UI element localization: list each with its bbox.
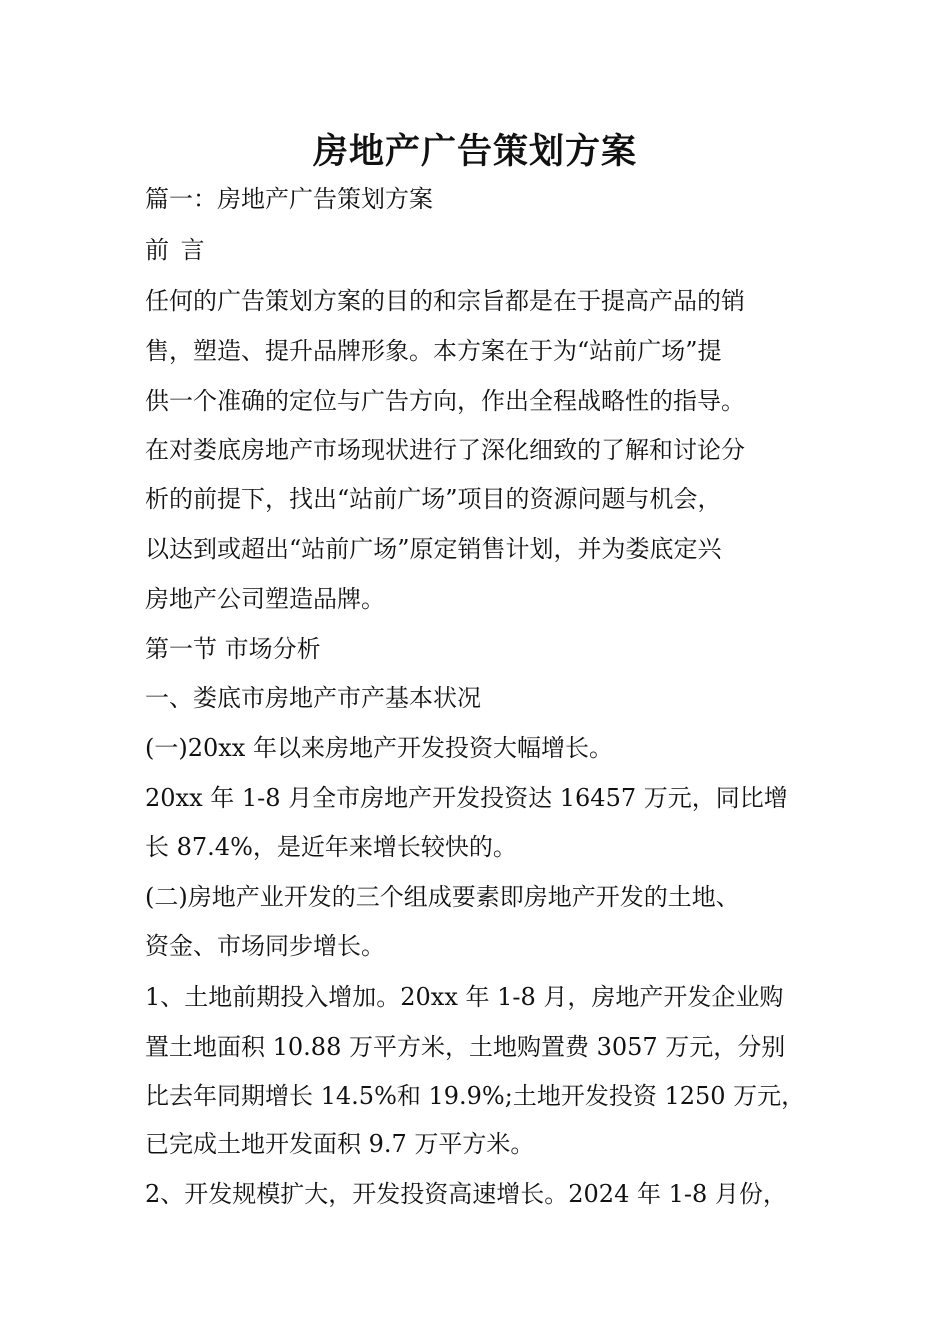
paragraph-line: 20xx 年 1-8 月全市房地产开发投资达 16457 万元，同比增	[145, 784, 788, 812]
paragraph-line: 房地产公司塑造品牌。	[145, 585, 385, 613]
paragraph-line: 2、开发规模扩大，开发投资高速增长。2024 年 1-8 月份，	[145, 1180, 787, 1208]
paragraph-line: 供一个准确的定位与广告方向，作出全程战略性的指导。	[145, 387, 745, 415]
paragraph-line: (一)20xx 年以来房地产开发投资大幅增长。	[145, 734, 613, 762]
paragraph-line: 1、土地前期投入增加。20xx 年 1-8 月，房地产开发企业购	[145, 983, 784, 1011]
paragraph-line: 资金、市场同步增长。	[145, 932, 385, 960]
paragraph-line: 析的前提下，找出“站前广场”项目的资源问题与机会，	[145, 485, 722, 513]
paragraph-line: 已完成土地开发面积 9.7 万平方米。	[145, 1130, 535, 1158]
document-title: 房地产广告策划方案	[312, 132, 637, 172]
section-heading: 第一节 市场分析	[145, 635, 321, 663]
paragraph-line: 售，塑造、提升品牌形象。本方案在于为“站前广场”提	[145, 337, 722, 365]
subsection-heading: 一、娄底市房地产市产基本状况	[145, 684, 481, 712]
paragraph-line: 在对娄底房地产市场现状进行了深化细致的了解和讨论分	[145, 436, 745, 464]
paragraph-line: 比去年同期增长 14.5%和 19.9%;土地开发投资 1250 万元，	[145, 1082, 806, 1110]
paragraph-line: (二)房地产业开发的三个组成要素即房地产开发的土地、	[145, 883, 740, 911]
preface-heading: 前 言	[145, 236, 207, 264]
section-heading: 篇一：房地产广告策划方案	[145, 185, 433, 213]
paragraph-line: 任何的广告策划方案的目的和宗旨都是在于提高产品的销	[145, 287, 745, 315]
paragraph-line: 置土地面积 10.88 万平方米，土地购置费 3057 万元，分别	[145, 1033, 786, 1061]
paragraph-line: 长 87.4%，是近年来增长较快的。	[145, 833, 517, 861]
paragraph-line: 以达到或超出“站前广场”原定销售计划，并为娄底定兴	[145, 535, 722, 563]
